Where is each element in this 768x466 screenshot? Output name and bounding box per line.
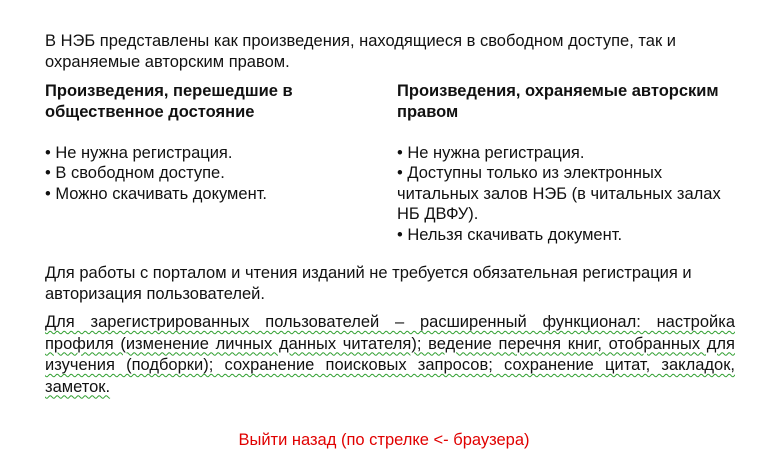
- intro-paragraph: В НЭБ представлены как произведения, находящиеся в свободном доступе, так и охраняемые авторским правом.: [45, 32, 676, 71]
- public-domain-column: [45, 81, 365, 204]
- list-item: • В свободном доступе.: [45, 164, 225, 182]
- copyrighted-column: [397, 81, 727, 245]
- list-item: • Не нужна регистрация.: [397, 143, 585, 162]
- public-domain-list: [45, 143, 365, 205]
- login-info-paragraph: Для работы с порталом и чтения изданий не требуется обязательная регистрация и авторизация пользователей.: [45, 264, 692, 303]
- list-item: • Нельзя скачивать документ.: [397, 225, 623, 244]
- copyrighted-list: [397, 143, 727, 246]
- public-domain-heading: Произведения, перешедшие в общественное достояние: [45, 82, 293, 121]
- back-link[interactable]: Выйти назад (по стрелке <- браузера): [238, 431, 530, 449]
- list-item: • Можно скачивать документ.: [45, 184, 268, 203]
- copyrighted-heading: Произведения, охраняемые авторским правом: [397, 82, 719, 121]
- list-item: • Не нужна регистрация.: [45, 143, 233, 162]
- list-item: • Доступны только из электронных читальных залов НЭБ (в читальных залах НБ ДВФУ).: [397, 164, 721, 223]
- registered-users-paragraph: Для зарегистрированных пользователей – расширенный функционал: настройка профиля (изменение личных данных читателя); ведение перечня книг, отобранных для изучения (подборки); сохранение поисковых запросов; сохранение цитат, закладок, заметок.: [45, 313, 735, 396]
